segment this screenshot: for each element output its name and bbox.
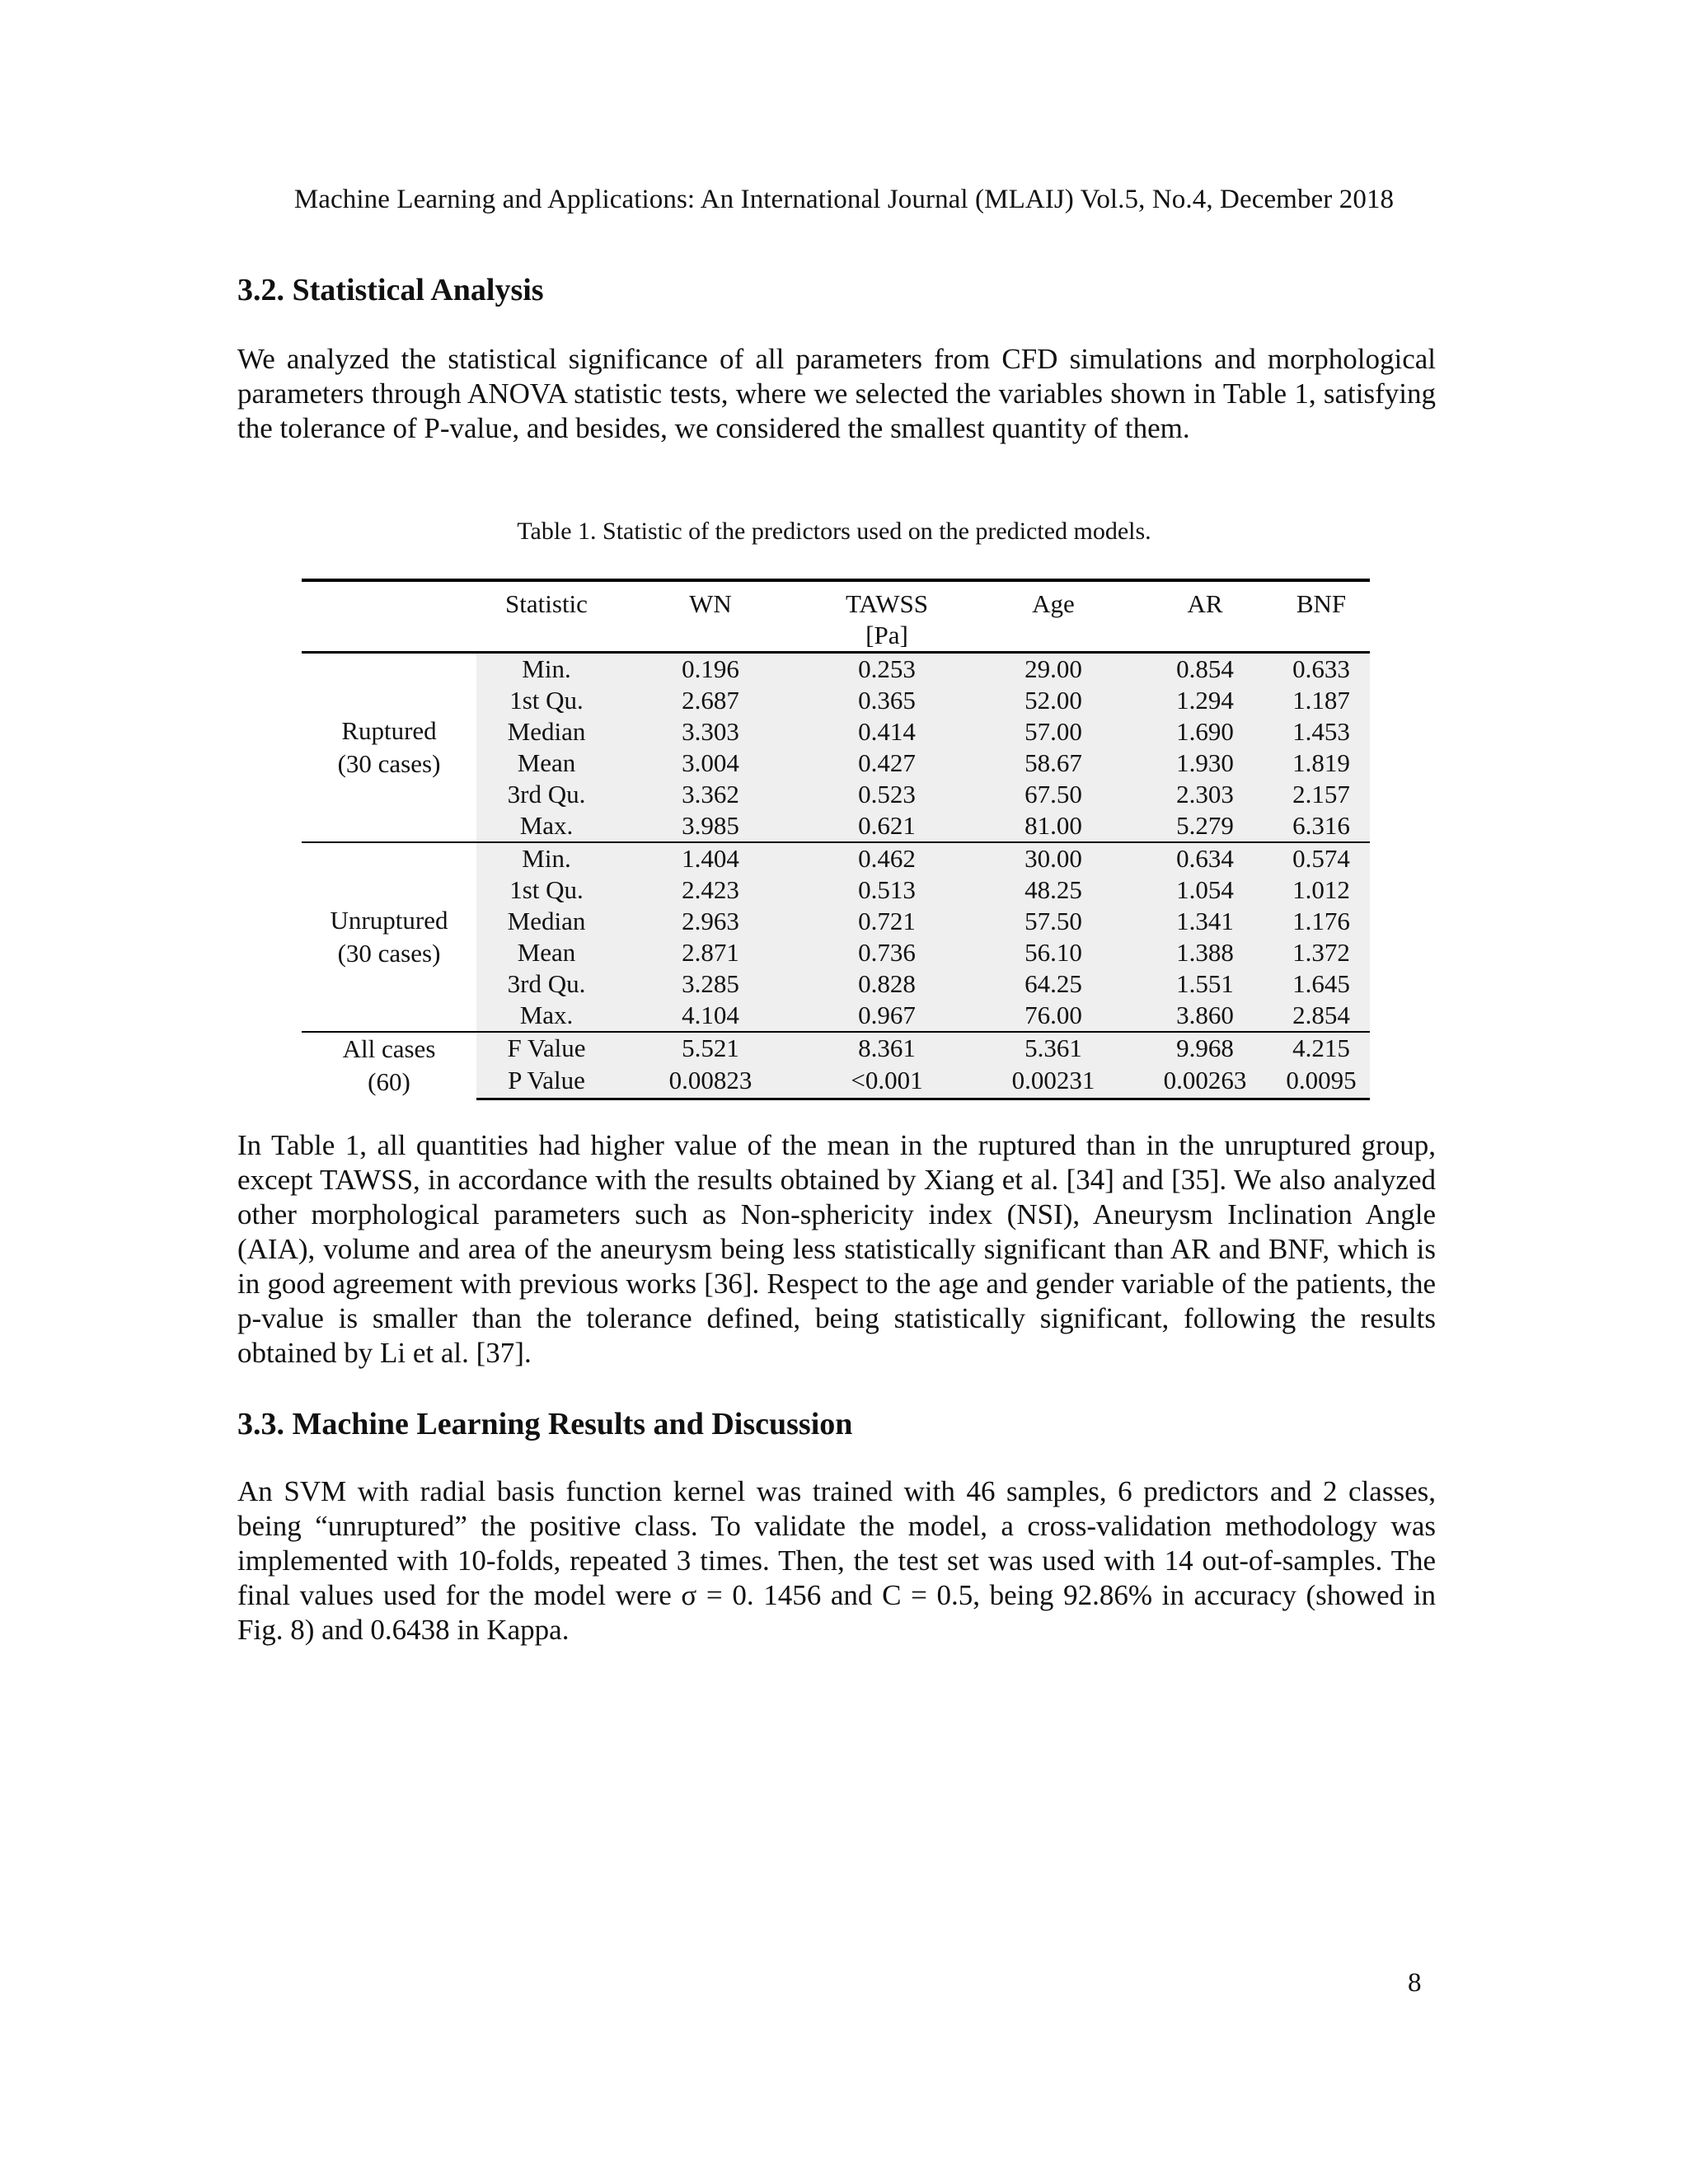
value-cell: 52.00 <box>969 685 1137 716</box>
group-label-line2: (30 cases) <box>337 749 441 778</box>
value-cell: 6.316 <box>1273 810 1370 842</box>
group-label-line1: Ruptured <box>341 716 437 745</box>
page-number: 8 <box>1408 1968 1422 1998</box>
header-tawss-label: TAWSS <box>845 589 929 618</box>
value-cell: 0.365 <box>804 685 969 716</box>
value-cell: 1.388 <box>1137 937 1273 968</box>
value-cell: 0.621 <box>804 810 969 842</box>
header-tawss <box>804 580 969 653</box>
value-cell: 0.854 <box>1137 653 1273 686</box>
value-cell: 4.215 <box>1273 1032 1370 1065</box>
value-cell: 1.012 <box>1273 874 1370 906</box>
table-row <box>302 653 1370 686</box>
value-cell: 1.404 <box>617 842 804 874</box>
value-cell: 58.67 <box>969 748 1137 779</box>
value-cell: 2.854 <box>1273 1000 1370 1032</box>
value-cell: 3.285 <box>617 968 804 1000</box>
statistic-cell: Mean <box>476 748 617 779</box>
value-cell: 5.521 <box>617 1032 804 1065</box>
value-cell: 1.341 <box>1137 906 1273 937</box>
value-cell: 0.967 <box>804 1000 969 1032</box>
value-cell: 2.687 <box>617 685 804 716</box>
value-cell: 0.0095 <box>1273 1065 1370 1099</box>
value-cell: 0.462 <box>804 842 969 874</box>
statistic-cell: Max. <box>476 810 617 842</box>
value-cell: 2.871 <box>617 937 804 968</box>
section-heading-ml-results: 3.3. Machine Learning Results and Discussion <box>237 1407 853 1441</box>
group-label-line2: (30 cases) <box>337 939 441 968</box>
table-group-unruptured <box>302 842 1370 1032</box>
value-cell: 2.963 <box>617 906 804 937</box>
statistic-cell: Median <box>476 906 617 937</box>
value-cell: 64.25 <box>969 968 1137 1000</box>
group-label <box>302 653 476 843</box>
table-caption: Table 1. Statistic of the predictors used on the predicted models. <box>517 518 1151 545</box>
statistic-cell: Median <box>476 716 617 748</box>
table-group-ruptured <box>302 653 1370 843</box>
value-cell: 0.574 <box>1273 842 1370 874</box>
paragraph-table-discussion: In Table 1, all quantities had higher value of the mean in the ruptured than in the unruptured group, except TAWSS, in accordance with the results obtained by Xiang et al. [34] and [35]. We also analyzed other morphological parameters such as Non-sphericity index (NSI), Aneurysm Inclination Angle (AIA), volume and area of the aneurysm being less statistically significant than AR and BNF, which is in good agreement with previous works [36]. Respect to the age and gender variable of the patients, the p-value is smaller than the tolerance defined, being statistically significant, following the results obtained by Li et al. [37]. <box>237 1129 1436 1369</box>
statistic-cell: P Value <box>476 1065 617 1099</box>
table-row <box>302 842 1370 874</box>
value-cell: 1.054 <box>1137 874 1273 906</box>
value-cell: 0.736 <box>804 937 969 968</box>
value-cell: 1.690 <box>1137 716 1273 748</box>
value-cell: 2.157 <box>1273 779 1370 810</box>
value-cell: 8.361 <box>804 1032 969 1065</box>
value-cell: 0.634 <box>1137 842 1273 874</box>
statistic-cell: Min. <box>476 842 617 874</box>
value-cell: 3.985 <box>617 810 804 842</box>
table-header-row <box>302 580 1370 653</box>
statistic-cell: Max. <box>476 1000 617 1032</box>
statistic-cell: 1st Qu. <box>476 685 617 716</box>
value-cell: 0.196 <box>617 653 804 686</box>
value-cell: 76.00 <box>969 1000 1137 1032</box>
value-cell: 3.004 <box>617 748 804 779</box>
value-cell: 81.00 <box>969 810 1137 842</box>
value-cell: 0.721 <box>804 906 969 937</box>
value-cell: 5.279 <box>1137 810 1273 842</box>
value-cell: 5.361 <box>969 1032 1137 1065</box>
running-head: Machine Learning and Applications: An International Journal (MLAIJ) Vol.5, No.4, December 2018 <box>293 185 1395 214</box>
statistic-cell: Min. <box>476 653 617 686</box>
header-group <box>302 580 476 653</box>
value-cell: 0.427 <box>804 748 969 779</box>
value-cell: 0.253 <box>804 653 969 686</box>
header-statistic: Statistic <box>505 589 588 618</box>
paragraph-statistical-analysis: We analyzed the statistical significance of all parameters from CFD simulations and morphological parameters through ANOVA statistic tests, where we selected the variables shown in Table 1, satisfying the tolerance of P-value, and besides, we considered the smallest quantity of them. <box>237 343 1436 444</box>
value-cell: 1.930 <box>1137 748 1273 779</box>
header-ar: AR <box>1187 589 1223 618</box>
statistic-cell: 3rd Qu. <box>476 968 617 1000</box>
group-label-line1: Unruptured <box>330 906 448 935</box>
statistic-cell: 3rd Qu. <box>476 779 617 810</box>
value-cell: 3.860 <box>1137 1000 1273 1032</box>
value-cell: 0.00231 <box>969 1065 1137 1099</box>
value-cell: 3.362 <box>617 779 804 810</box>
value-cell: 0.523 <box>804 779 969 810</box>
value-cell: 0.633 <box>1273 653 1370 686</box>
value-cell: 1.176 <box>1273 906 1370 937</box>
value-cell: 3.303 <box>617 716 804 748</box>
value-cell: 48.25 <box>969 874 1137 906</box>
group-label <box>302 1032 476 1099</box>
value-cell: 1.294 <box>1137 685 1273 716</box>
value-cell: 1.645 <box>1273 968 1370 1000</box>
value-cell: 29.00 <box>969 653 1137 686</box>
value-cell: <0.001 <box>804 1065 969 1099</box>
group-label <box>302 842 476 1032</box>
group-label-line1: All cases <box>342 1034 436 1063</box>
section-heading-statistical-analysis: 3.2. Statistical Analysis <box>237 273 544 307</box>
value-cell: 57.50 <box>969 906 1137 937</box>
group-label-line2: (60) <box>368 1067 410 1096</box>
value-cell: 0.00263 <box>1137 1065 1273 1099</box>
value-cell: 0.00823 <box>617 1065 804 1099</box>
value-cell: 9.968 <box>1137 1032 1273 1065</box>
value-cell: 4.104 <box>617 1000 804 1032</box>
header-wn: WN <box>689 589 732 618</box>
value-cell: 2.423 <box>617 874 804 906</box>
value-cell: 0.513 <box>804 874 969 906</box>
statistic-cell: Mean <box>476 937 617 968</box>
value-cell: 1.372 <box>1273 937 1370 968</box>
header-bnf: BNF <box>1296 589 1347 618</box>
table-group-all-cases <box>302 1032 1370 1099</box>
header-tawss-unit: [Pa] <box>865 621 908 649</box>
value-cell: 1.551 <box>1137 968 1273 1000</box>
value-cell: 2.303 <box>1137 779 1273 810</box>
statistic-cell: 1st Qu. <box>476 874 617 906</box>
value-cell: 57.00 <box>969 716 1137 748</box>
value-cell: 0.828 <box>804 968 969 1000</box>
value-cell: 1.819 <box>1273 748 1370 779</box>
header-age: Age <box>1032 589 1075 618</box>
value-cell: 1.187 <box>1273 685 1370 716</box>
table-row <box>302 1032 1370 1065</box>
statistic-cell: F Value <box>476 1032 617 1065</box>
value-cell: 0.414 <box>804 716 969 748</box>
value-cell: 56.10 <box>969 937 1137 968</box>
paragraph-ml-results: An SVM with radial basis function kernel was trained with 46 samples, 6 predictors and 2 classes, being “unruptured” the positive class. To validate the model, a cross-validation methodology was implemented with 10-folds, repeated 3 times. Then, the test set was used with 14 out-of-samples. The final values used for the model were σ = 0. 1456 and C = 0.5, being 92.86% in accuracy (showed in Fig. 8) and 0.6438 in Kappa. <box>237 1475 1436 1646</box>
statistics-table <box>302 579 1370 1100</box>
value-cell: 67.50 <box>969 779 1137 810</box>
value-cell: 1.453 <box>1273 716 1370 748</box>
value-cell: 30.00 <box>969 842 1137 874</box>
